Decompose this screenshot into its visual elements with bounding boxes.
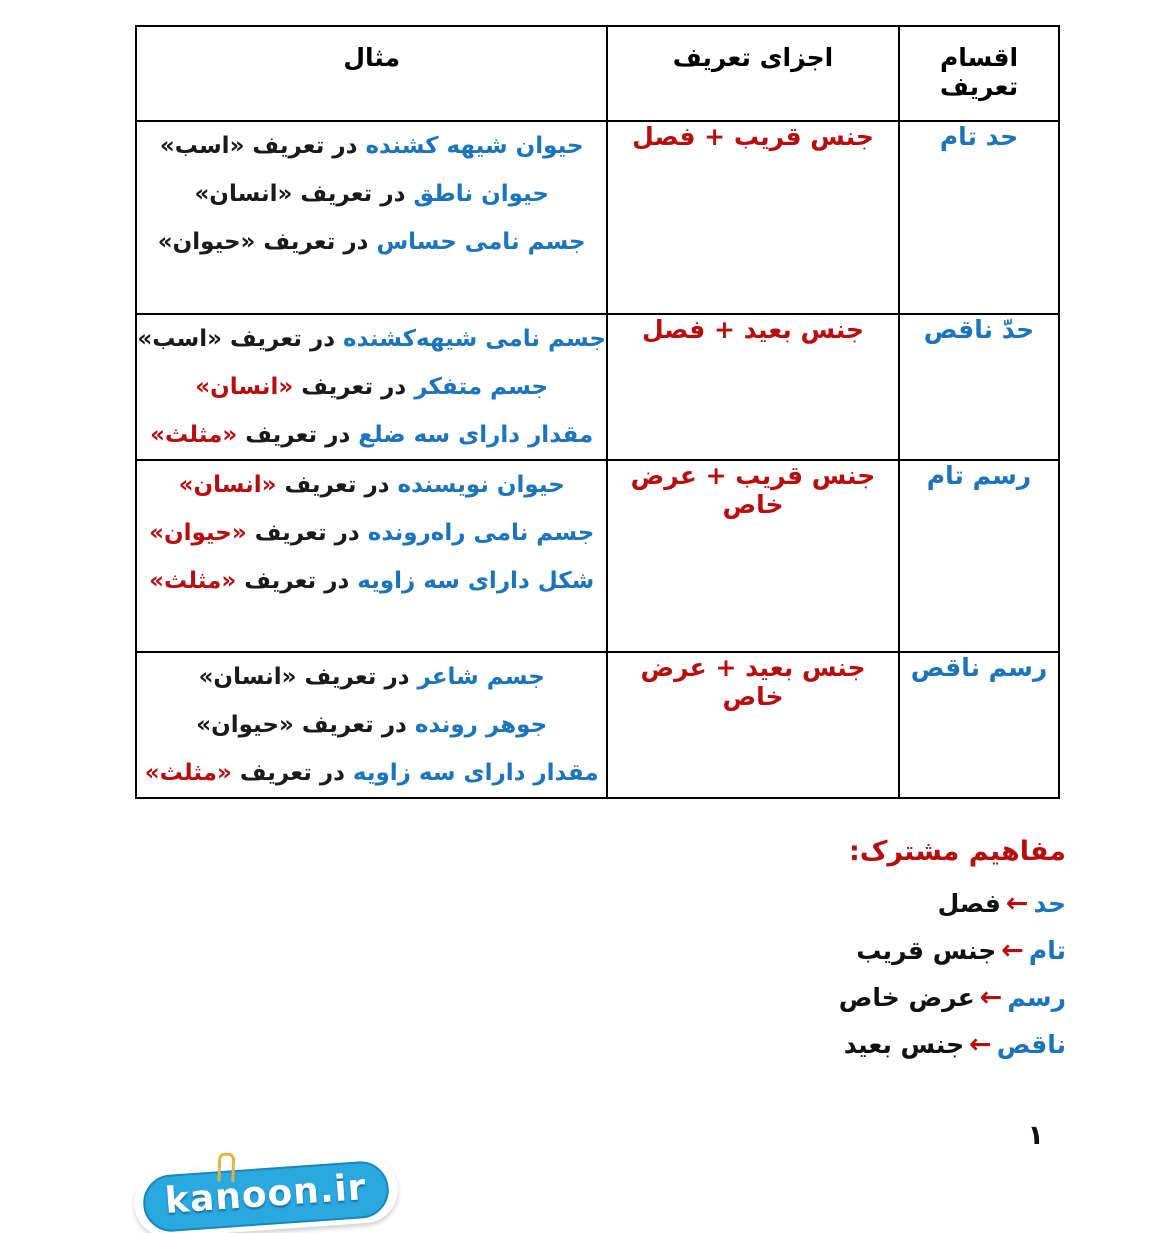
example-context: در تعریف (293, 374, 415, 400)
example-context: در تعریف (237, 422, 359, 448)
note-term: حد (1033, 889, 1066, 918)
note-value: فصل (937, 889, 1001, 918)
example-context: در تعریف «حیوان» (196, 712, 415, 738)
note-item (839, 927, 1066, 974)
note-term: ناقص (996, 1030, 1066, 1059)
note-term: تام (1028, 936, 1066, 965)
example-context: در تعریف «حیوان» (157, 229, 377, 255)
type-cell: حدّ ناقص (899, 314, 1059, 460)
note-value: جنس بعید (843, 1030, 965, 1059)
header-types: اقسام تعریف (899, 26, 1059, 121)
example-line (137, 701, 606, 749)
left-arrow-icon: ← (1001, 935, 1024, 966)
table-header-row (136, 26, 1059, 121)
example-subject: «حیوان» (149, 520, 247, 546)
type-cell: رسم تام (899, 460, 1059, 652)
components-cell: جنس بعید + عرض خاص (607, 652, 899, 798)
example-context: در تعریف «اسب» (159, 133, 366, 159)
example-context: در تعریف (231, 760, 353, 786)
note-term: رسم (1007, 983, 1066, 1012)
table-row (136, 121, 1059, 314)
example-term: جسم متفکر (414, 374, 549, 400)
example-context: در تعریف (246, 520, 368, 546)
example-subject: «انسان» (178, 472, 277, 498)
type-cell: رسم ناقص (899, 652, 1059, 798)
example-term: مقدار دارای سه زاویه (352, 760, 599, 786)
page-number: ۱ (1027, 1120, 1044, 1151)
definition-table (135, 25, 1060, 799)
example-term: شکل دارای سه زاویه (357, 568, 595, 594)
example-line (137, 315, 606, 363)
components-cell: جنس بعید + فصل (607, 314, 899, 460)
example-term: جسم نامی حساس (376, 229, 586, 255)
example-line (137, 363, 606, 411)
table-row (136, 460, 1059, 652)
example-term: جسم نامی راه‌رونده (367, 520, 595, 546)
common-concepts-section (839, 832, 1066, 1068)
example-term: جوهر رونده (414, 712, 548, 738)
note-item (839, 1021, 1066, 1068)
example-context: در تعریف «انسان» (194, 181, 414, 207)
example-subject: «انسان» (195, 374, 294, 400)
table-row (136, 652, 1059, 798)
example-term: حیوان شیهه کشنده (365, 133, 584, 159)
example-line (137, 749, 606, 797)
header-example: مثال (136, 26, 607, 121)
logo-text: kanoon.ir (163, 1167, 368, 1222)
type-cell: حد تام (899, 121, 1059, 314)
table-row (136, 314, 1059, 460)
note-item (839, 880, 1066, 927)
logo-outer-pill (132, 1154, 400, 1233)
example-term: جسم شاعر (417, 664, 545, 690)
example-line (137, 170, 606, 218)
header-components: اجزای تعریف (607, 26, 899, 121)
example-term: جسم نامی شیهه‌کشنده (343, 326, 606, 352)
kanoon-logo (132, 1154, 400, 1233)
example-term: حیوان ناطق (413, 181, 549, 207)
example-line (137, 122, 606, 170)
example-subject: «مثلث» (149, 568, 237, 594)
example-context: در تعریف (276, 472, 398, 498)
examples-cell (136, 460, 607, 652)
example-line (137, 218, 606, 266)
paperclip-icon (217, 1152, 235, 1182)
example-line (137, 509, 606, 557)
example-context: در تعریف «اسب» (137, 326, 344, 352)
example-term: حیوان نویسنده (397, 472, 565, 498)
example-subject: «مثلث» (144, 760, 232, 786)
note-item (839, 974, 1066, 1021)
example-context: در تعریف (236, 568, 358, 594)
left-arrow-icon: ← (969, 1029, 992, 1060)
example-line (137, 461, 606, 509)
examples-cell (136, 652, 607, 798)
logo-pill (141, 1159, 390, 1233)
examples-cell (136, 121, 607, 314)
left-arrow-icon: ← (1005, 888, 1029, 919)
note-value: جنس قریب (856, 936, 997, 965)
common-concepts-title: مفاهیم مشترک: (848, 836, 1066, 867)
example-line (137, 557, 606, 605)
example-term: مقدار دارای سه ضلع (358, 422, 594, 448)
components-cell: جنس قریب + عرض خاص (607, 460, 899, 652)
note-value: عرض خاص (838, 983, 975, 1012)
example-line (137, 653, 606, 701)
example-context: در تعریف «انسان» (198, 664, 418, 690)
example-line (137, 411, 606, 459)
examples-cell (136, 314, 607, 460)
example-subject: «مثلث» (150, 422, 238, 448)
components-cell: جنس قریب + فصل (607, 121, 899, 314)
left-arrow-icon: ← (979, 982, 1003, 1013)
